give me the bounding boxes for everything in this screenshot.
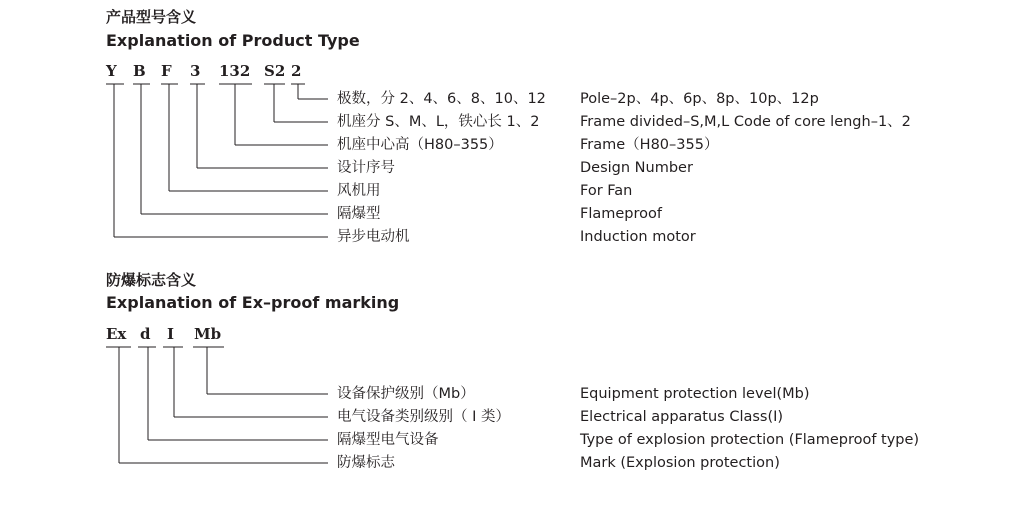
pt-item-en-fan: For Fan	[580, 183, 633, 199]
pt-item-cn-fan: 风机用	[337, 183, 381, 199]
pt-item-cn-induction: 异步电动机	[337, 229, 410, 245]
pt-item-en-design: Design Number	[580, 160, 693, 176]
code-mb: Mb	[194, 325, 222, 343]
code-3: 3	[190, 62, 201, 80]
pt-item-en-frame-height: Frame（H80–355）	[580, 137, 719, 153]
code-b: B	[133, 62, 146, 80]
pt-item-en-pole: Pole–2p、4p、6p、8p、10p、12p	[580, 91, 819, 107]
ex-marking-title-cn: 防爆标志含义	[106, 271, 197, 289]
ex-item-en-apparatus-class: Electrical apparatus Class(I)	[580, 409, 784, 425]
product-type-title-cn: 产品型号含义	[106, 8, 197, 26]
code-s2: S2	[264, 62, 286, 80]
code-y: Y	[106, 62, 117, 80]
code-2: 2	[291, 62, 302, 80]
code-i: I	[167, 325, 175, 343]
ex-item-cn-apparatus-class: 电气设备类别级别（ I 类）	[337, 409, 510, 425]
code-132: 132	[219, 62, 251, 80]
pt-item-cn-pole: 极数，分 2、4、6、8、10、12	[337, 91, 546, 107]
code-f: F	[161, 62, 172, 80]
pt-item-cn-frame-size: 机座分 S、M、L，铁心长 1、2	[337, 114, 540, 130]
pt-item-en-frame-size: Frame divided–S,M,L Code of core lengh–1、2	[580, 114, 911, 130]
ex-item-en-mark: Mark (Explosion protection)	[580, 455, 780, 471]
pt-item-en-flameproof: Flameproof	[580, 206, 662, 222]
pt-item-cn-design: 设计序号	[337, 160, 395, 176]
pt-item-en-induction: Induction motor	[580, 229, 696, 245]
ex-item-cn-mark: 防爆标志	[337, 455, 395, 471]
ex-item-en-protection-level: Equipment protection level(Mb)	[580, 386, 810, 402]
product-type-title-en: Explanation of Product Type	[106, 31, 360, 50]
ex-marking-title-en: Explanation of Ex–proof marking	[106, 293, 400, 312]
code-d: d	[140, 325, 151, 343]
ex-item-en-protection-type: Type of explosion protection (Flameproof type)	[580, 432, 920, 448]
ex-item-cn-protection-type: 隔爆型电气设备	[337, 432, 439, 448]
pt-item-cn-flameproof: 隔爆型	[337, 206, 381, 222]
ex-item-cn-protection-level: 设备保护级别（Mb）	[337, 386, 475, 402]
pt-item-cn-frame-height: 机座中心高（H80–355）	[337, 137, 503, 153]
code-ex: Ex	[106, 325, 127, 343]
